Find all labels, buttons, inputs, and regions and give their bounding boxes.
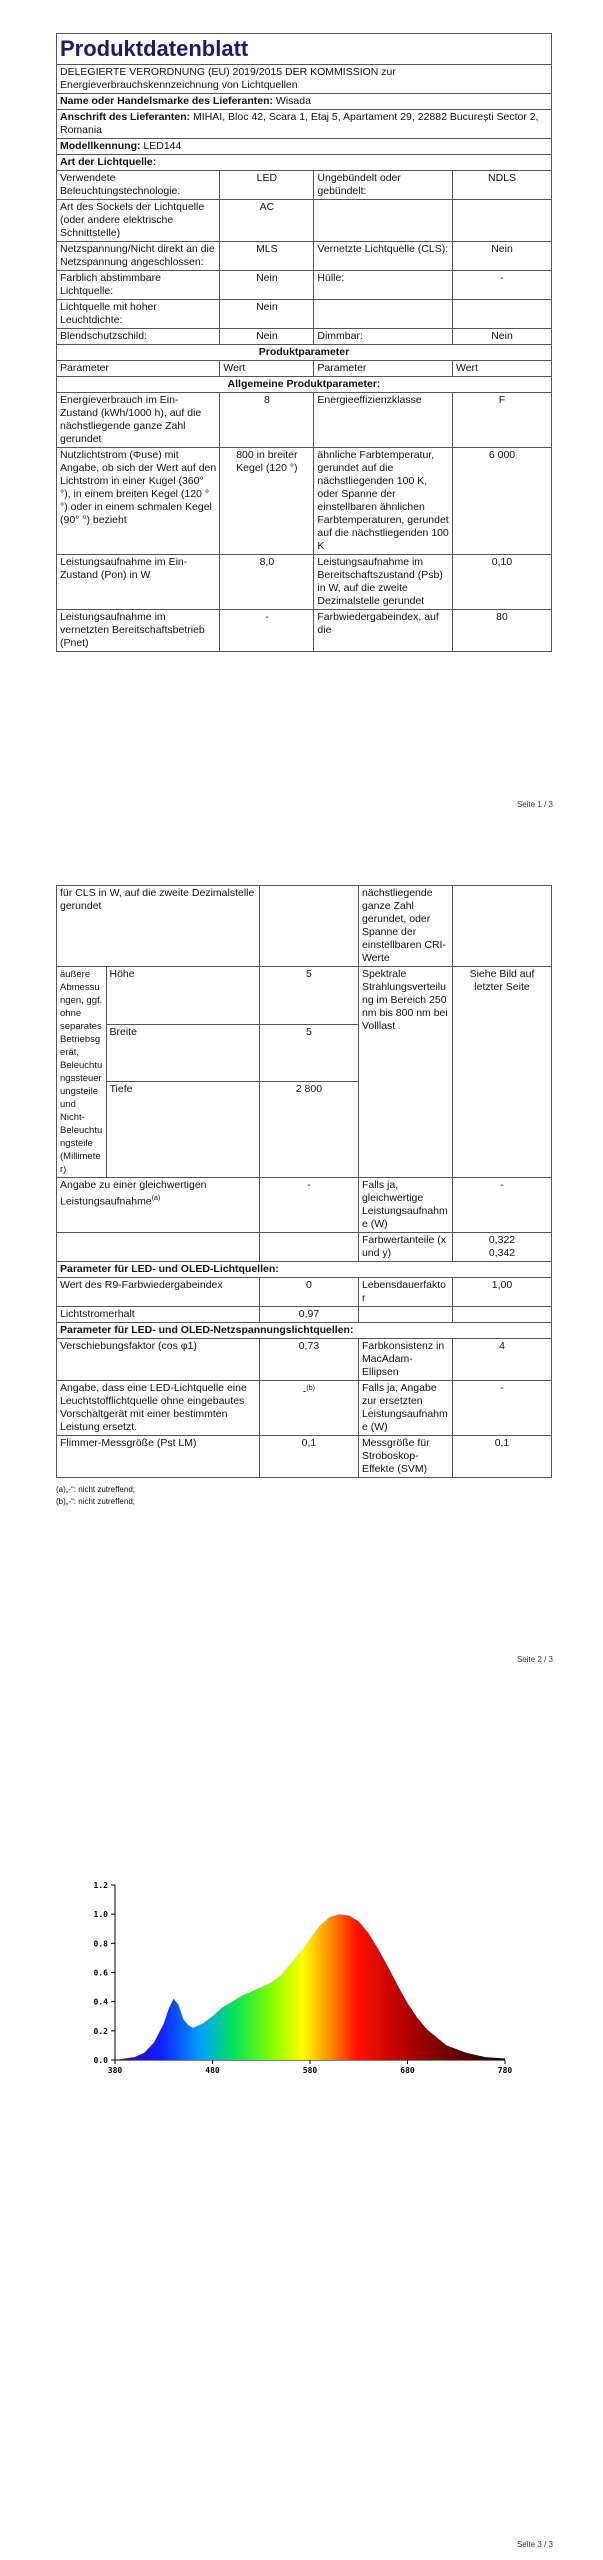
regulation-text: DELEGIERTE VERORDNUNG (EU) 2019/2015 DER KOMMISSION zur Energieverbrauchskennzeichnung von Lichtquellen <box>57 65 552 94</box>
column-headers: Parameter Wert Parameter Wert <box>57 361 552 377</box>
footnote-b: (b)„-“: nicht zutreffend; <box>56 1497 135 1506</box>
x-tick-label: 680 <box>400 2066 415 2075</box>
product-params-header: Produktparameter <box>57 345 552 361</box>
spectrum-chart <box>0 1780 603 2080</box>
model-row: Modellkennung: LED144 <box>57 139 552 155</box>
table-row: Breite 5 <box>57 1024 552 1082</box>
supplier-value: Wisada <box>275 95 311 107</box>
table-row: Nutzlichtstrom (Φuse) mit Angabe, ob sich der Wert auf den Lichtstrom in einer Kugel (360° °), in einem breiten Kegel (120 °°) oder in einem schmalen Kegel (90° °) bezieht 800 in breiter Kegel (120 °) ähnliche Farbtemperatur, gerundet auf die nächstliegenden 100 K, oder Spanne der einstellbaren ähnlichen Farbtemperaturen, gerundet auf die nächstliegenden 100 K 6 000 <box>57 448 552 555</box>
table-row: Verschiebungsfaktor (cos φ1) 0,73 Farbkonsistenz in MacAdam-Ellipsen 4 <box>57 1339 552 1381</box>
spectral-value: Siehe Bild auf letzter Seite <box>452 967 551 1178</box>
y-tick-label: 0.0 <box>93 2056 108 2065</box>
table-row: Lichtquelle mit hoher Leuchtdichte: Nein <box>57 300 552 329</box>
x-tick-label: 580 <box>302 2066 318 2075</box>
page-1 <box>0 0 603 810</box>
page-3 <box>0 1780 603 2560</box>
table-row: Netzspannung/Nicht direkt an die Netzspannung angeschlossen: MLS Vernetzte Lichtquelle (CLS): Nein <box>57 242 552 271</box>
spectrum-area <box>115 1914 505 2060</box>
y-tick-label: 0.8 <box>93 1939 108 1949</box>
y-tick-label: 1.0 <box>93 1910 108 1920</box>
address-row: Anschrift des Lieferanten: MIHAI, Bloc 42, Scara 1, Etaj 5, Apartament 29, 22882 București Sector 2, Romania <box>57 110 552 139</box>
x-tick-label: 780 <box>497 2066 513 2075</box>
footnotes <box>56 1484 552 1508</box>
table-row: Blendschutzschild: Nein Dimmbar: Nein <box>57 329 552 345</box>
address-value: MIHAI, Bloc 42, Scara 1, Etaj 5, Apartament 29, 22882 București Sector 2, Romania <box>60 111 539 136</box>
general-params-header: Allgemeine Produktparameter: <box>57 377 552 393</box>
x-tick-label: 380 <box>107 2066 123 2075</box>
table-row: Wert des R9-Farbwiedergabeindex 0 Lebensdauerfaktor 1,00 <box>57 1278 552 1307</box>
table-row: Leistungsaufnahme im vernetzten Bereitschaftsbetrieb (Pnet) - Farbwiedergabeindex, auf die 80 <box>57 610 552 652</box>
table-row: Art des Sockels der Lichtquelle (oder andere elektrische Schnittstelle) AC <box>57 200 552 242</box>
table-row: für CLS in W, auf die zweite Dezimalstelle gerundet nächstliegende ganze Zahl gerundet, oder Spanne der einstellbaren CRI-Werte <box>57 886 552 967</box>
model-value: LED144 <box>143 140 182 152</box>
dimensions-label: äußere Abmessungen, ggf. ohne separates Betriebsgerät, Beleuchtungssteuerungsteile und Nicht-Beleuchtungsteile (Millimeter) <box>57 967 107 1178</box>
dimensions-row: äußere Abmessungen, ggf. ohne separates Betriebsgerät, Beleuchtungssteuerungsteile und Nicht-Beleuchtungsteile (Millimeter) Höhe 5 Spektrale Strahlungsverteilung im Bereich 250 nm bis 800 nm bei Volllast Siehe Bild auf letzter Seite <box>57 967 552 1025</box>
table-row: Lichtstromerhalt 0,97 <box>57 1307 552 1323</box>
table-row: Farbwertanteile (x und y) 0,322 0,342 <box>57 1233 552 1262</box>
page-number: Seite 2 / 3 <box>516 1655 553 1664</box>
supplier-row: Name oder Handelsmarke des Lieferanten: Wisada <box>57 94 552 110</box>
footnote-a: (a)„-“: nicht zutreffend; <box>56 1485 135 1494</box>
page-2 <box>0 885 603 1675</box>
datasheet-page1 <box>56 33 552 652</box>
y-tick-label: 0.4 <box>93 1997 108 2007</box>
table-row: Verwendete Beleuchtungstechnologie: LED Ungebündelt oder gebündelt: NDLS <box>57 171 552 200</box>
table-row: Angabe, dass eine LED-Lichtquelle eine Leuchtstofflichtquelle ohne eingebautes Vorschaltgerät mit einer bestimmten Leistung ersetzt. -$^{(b)}$ Falls ja, Angabe zur ersetzten Leistungsaufnahme (W) - <box>57 1381 552 1436</box>
y-tick-label: 0.2 <box>93 2026 108 2036</box>
x-tick-label: 480 <box>205 2066 220 2075</box>
page-number: Seite 1 / 3 <box>516 800 553 809</box>
table-row: Leistungsaufnahme im Ein-Zustand (Pon) in W 8,0 Leistungsaufnahme im Bereitschaftszustand (Psb) in W, auf die zweite Dezimalstelle gerundet 0,10 <box>57 555 552 610</box>
source-type-header: Art der Lichtquelle: <box>57 155 552 171</box>
datasheet-page2 <box>56 885 552 1508</box>
table-row: Flimmer-Messgröße (Pst LM) 0,1 Messgröße für Stroboskop-Effekte (SVM) 0,1 <box>57 1436 552 1478</box>
table-row: Tiefe 2 800 <box>57 1082 552 1178</box>
y-tick-label: 0.6 <box>93 1968 108 1978</box>
table-row: Farblich abstimmbare Lichtquelle: Nein Hülle: - <box>57 271 552 300</box>
page-title: Produktdatenblatt <box>57 34 552 65</box>
led-params-header: Parameter für LED- und OLED-Lichtquellen: <box>57 1262 552 1278</box>
y-tick-label: 1.2 <box>93 1881 108 1890</box>
page-number: Seite 3 / 3 <box>516 2540 553 2549</box>
table-row: Energieverbrauch im Ein-Zustand (kWh/1000 h), auf die nächstliegende ganze Zahl gerundet 8 Energieeffizienzklasse F <box>57 393 552 448</box>
table-row: Angabe zu einer gleichwertigen Leistungsaufnahme$^{(a)}$ - Falls ja, gleichwertige Leistungsaufnahme (W) - <box>57 1178 552 1233</box>
spectral-label: Spektrale Strahlungsverteilung im Bereich 250 nm bis 800 nm bei Volllast <box>358 967 452 1178</box>
mains-params-header: Parameter für LED- und OLED-Netzspannungslichtquellen: <box>57 1323 552 1339</box>
